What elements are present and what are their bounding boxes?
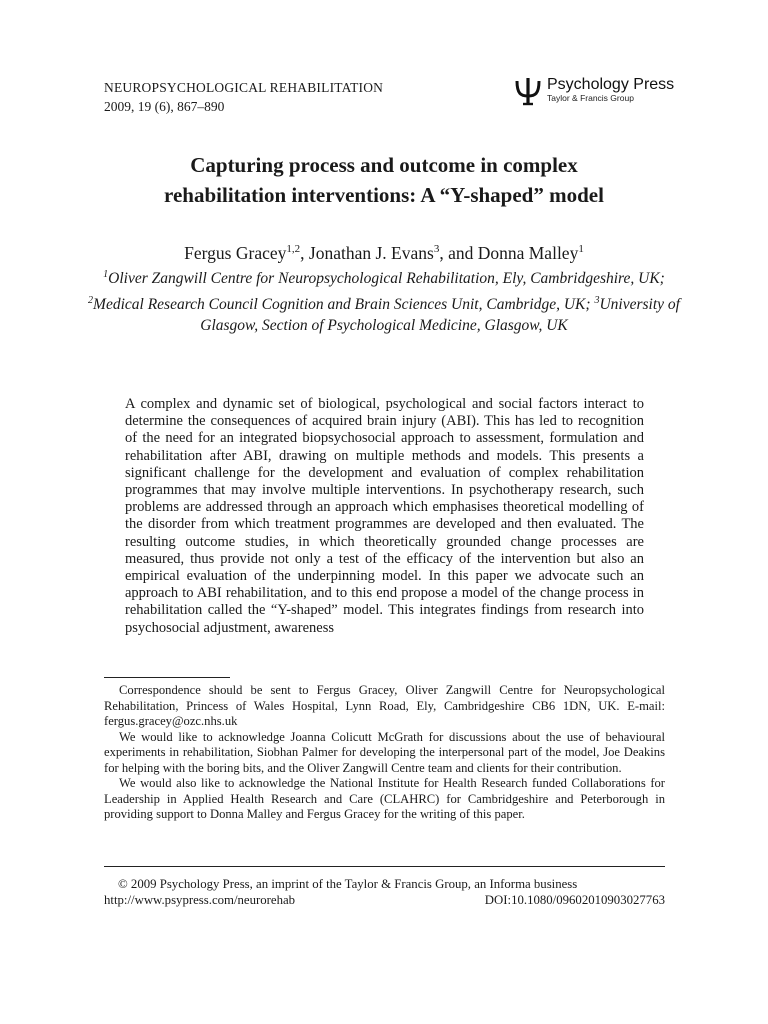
copyright-divider [104, 866, 665, 867]
publisher-logo [513, 76, 674, 106]
affiliation-marker: 1 [103, 269, 109, 280]
affiliations [84, 264, 684, 337]
abstract-text: A complex and dynamic set of biological, psychological and social factors interact to determine the consequences of acquired brain injury (ABI). This has led to recognition of the need for an integrated biopsychosocial approach to assessment, formulation and rehabilitation after ABI, drawing on multiple methods and models. This presents a significant challenge for the development and evaluation of complex rehabilitation programmes that may involve multiple interventions. In psychotherapy research, such problems are addressed through an approach which emphasises theoretical modelling of the disorder from which treatment programmes are developed and then evaluated. The resulting outcome studies, in which theoretically grounded change processes are measured, thus provide not only a test of the efficacy of the intervention but also an empirical evaluation of the underpinning model. In this paper we advocate such an approach to ABI rehabilitation, and to this end propose a model of the change process in rehabilitation called the “Y-shaped” model. This integrates findings from research into psychosocial adjustment, awareness [125, 396, 644, 636]
doi-text: DOI:10.1080/09602010903027763 [484, 893, 665, 907]
author-list [84, 236, 684, 266]
correspondence-note: Correspondence should be sent to Fergus Gracey, Oliver Zangwill Centre for Neuropsychological Rehabilitation, Princess of Wales Hospital, Lynn Road, Ely, Cambridgeshire CB6 1DN, UK. E-mail: fergus.gracey@ozc.nhs.uk [104, 683, 665, 728]
author-affiliation-marker: 1,2 [286, 243, 301, 255]
footnote-divider [104, 677, 230, 678]
acknowledgement-note: We would also like to acknowledge the National Institute for Health Research funded Collaborations for Leadership in Applied Health Research and Care (CLAHRC) for Cambridgeshire and Peterborough in providing support to Donna Malley and Fergus Gracey for the writing of this paper. [104, 776, 665, 821]
affiliation-text: Oliver Zangwill Centre for Neuropsychological Rehabilitation, Ely, Cambridgeshire, UK; [108, 270, 665, 288]
journal-header [104, 78, 383, 116]
copyright-block [104, 876, 665, 908]
copyright-line: © 2009 Psychology Press, an imprint of the Taylor & Francis Group, an Informa business [118, 877, 578, 891]
publisher-subtitle: Taylor & Francis Group [547, 93, 634, 103]
footnotes [104, 683, 665, 823]
acknowledgement-note: We would like to acknowledge Joanna Colicutt McGrath for discussions about the use of behavioural experiments in rehabilitation, Siobhan Palmer for developing the interpersonal part of the model, Joe Deakins for helping with the boring bits, and the Oliver Zangwill Centre team and clients for their contribution. [104, 729, 665, 775]
title-line-1: Capturing process and outcome in complex [190, 153, 578, 177]
author-separator: , [300, 242, 309, 263]
affiliation-marker: 2 [88, 294, 94, 306]
affiliation-text: University of Glasgow, Section of Psychological Medicine, Glasgow, UK [200, 295, 680, 335]
publisher-name: Psychology Press [547, 76, 675, 93]
title-line-2: rehabilitation interventions: A “Y-shaped” model [164, 183, 604, 207]
affiliation-text: Medical Research Council Cognition and Brain Sciences Unit, Cambridge, UK; [93, 295, 595, 313]
author-name: Donna Malley [477, 242, 579, 263]
author-separator: , and [439, 242, 478, 263]
psi-logo-icon [513, 76, 543, 106]
author-name: Jonathan J. Evans [308, 242, 434, 263]
article-title [84, 150, 684, 210]
author-name: Fergus Gracey [184, 242, 287, 263]
author-affiliation-marker: 1 [578, 243, 584, 255]
author-affiliation-marker: 3 [433, 243, 440, 255]
affiliation-marker: 3 [594, 294, 600, 306]
journal-url-link[interactable]: http://www.psypress.com/neurorehab [104, 893, 296, 907]
journal-citation: 2009, 19 (6), 867–890 [104, 99, 225, 114]
journal-name: NEUROPSYCHOLOGICAL REHABILITATION [104, 80, 384, 95]
